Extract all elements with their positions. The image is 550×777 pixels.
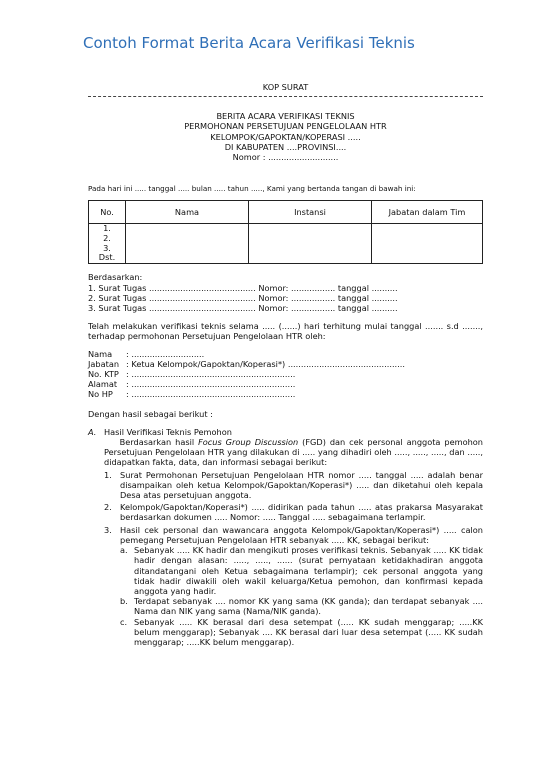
kop-divider xyxy=(88,96,483,97)
sub-list-text: Sebanyak ..... KK berasal dari desa setempat (..... KK sudah menggarap; .....KK belum menggarap); Sebanyak .... KK berasal dari luar desa setempat (..... KK sudah menggarap; .....KK belum menggarap). xyxy=(134,616,483,647)
sub-list-letter: a. xyxy=(120,545,128,556)
list-text: Hasil cek personal dan wawancara anggota Kelompok/Gapoktan/Koperasi*) ..... calon pemegang Persetujuan Pengelolaan HTR sebanyak ..... KK, sebagai berikut: xyxy=(120,524,483,545)
identity-value: : ............................................................... xyxy=(126,379,296,390)
sub-list-item xyxy=(120,617,483,648)
sub-list-text: Terdapat sebanyak .... nomor KK yang sama (KK ganda); dan terdapat sebanyak .... Nama dan NIK yang sama (Nama/NIK ganda). xyxy=(134,596,483,617)
section-a-mark: A. xyxy=(88,426,97,437)
col-nama: Nama xyxy=(126,201,249,224)
intro-text: Berdasarkan hasil xyxy=(119,437,195,448)
list-text: Kelompok/Gapoktan/Koperasi*) ..... didirikan pada tahun ..... atas prakarsa Masyarakat berdasarkan dokumen ..... Nomor: ..... Tanggal ..... sebagaimana terlampir. xyxy=(120,502,483,523)
cell-instansi xyxy=(249,224,372,264)
identity-row xyxy=(88,389,483,399)
row-number: 1. xyxy=(103,223,111,234)
section-a-intro xyxy=(104,437,483,468)
identity-label: Nama xyxy=(88,348,113,359)
document-body xyxy=(88,82,483,647)
row-number: 3. xyxy=(103,242,111,253)
intro-text: (FGD) dan cek personal anggota pemohon Persetujuan Pengelolaan HTR yang dilakukan di ..... yang dihadiri oleh ....., ....., ....., dan ....., didapatkan fakta, data, dan informasi sebagai berikut: xyxy=(104,437,483,468)
sub-list-item xyxy=(120,545,483,596)
document-title: Contoh Format Berita Acara Verifikasi Teknis xyxy=(83,34,415,52)
berdasarkan-section xyxy=(88,272,483,313)
cell-jabatan xyxy=(372,224,483,264)
applicant-identity xyxy=(88,349,483,400)
sub-list-item xyxy=(120,596,483,616)
identity-label: Alamat xyxy=(88,379,118,390)
section-a-heading xyxy=(88,427,483,437)
identity-row xyxy=(88,359,483,369)
team-table-header xyxy=(89,201,483,224)
sub-list-text: Sebanyak ..... KK hadir dan mengikuti proses verifikasi teknis. Sebanyak ..... KK tidak hadir dengan alasan: ....., ....., ...... (surat pernyataan ketidakhadiran anggota ditandatangani oleh Ketua sebagaimana terlampir); cek personal anggota yang tidak hadir diwakili oleh wakil keluarga/Ketua pemohon, dan konfirmasi kepada anggota yang hadir. xyxy=(134,545,483,596)
berdasarkan-label: Berdasarkan: xyxy=(88,272,143,283)
heading-line-4: DI KABUPATEN ....PROVINSI.... xyxy=(224,141,347,152)
identity-label: No. KTP xyxy=(88,369,119,380)
opening-statement: Pada hari ini ..... tanggal ..... bulan ..... tahun ....., Kami yang bertanda tangan di bawah ini: xyxy=(88,184,416,194)
intro-fgd-term: Focus Group Discussion xyxy=(198,437,299,448)
identity-row xyxy=(88,379,483,389)
results-intro: Dengan hasil sebagai berikut : xyxy=(88,408,213,419)
identity-row xyxy=(88,349,483,359)
heading-line-1: BERITA ACARA VERIFIKASI TEKNIS xyxy=(216,111,355,122)
identity-value: : Ketua Kelompok/Gapoktan/Koperasi*) ............................................. xyxy=(126,358,405,369)
list-number: 2. xyxy=(104,502,112,513)
col-no: No. xyxy=(89,201,126,224)
row-number: 2. xyxy=(103,233,111,244)
identity-label: Jabatan xyxy=(88,358,120,369)
kop-surat: KOP SURAT xyxy=(262,82,309,92)
section-a-title: Hasil Verifikasi Teknis Pemohon xyxy=(104,426,232,437)
surat-tugas-item: 3. Surat Tugas ......................................... Nomor: ................. tanggal .......... xyxy=(88,303,398,314)
identity-value: : ............................ xyxy=(126,348,205,359)
col-instansi: Instansi xyxy=(249,201,372,224)
identity-value: : ............................................................... xyxy=(126,369,296,380)
table-row xyxy=(89,224,483,264)
list-item xyxy=(104,502,483,522)
sub-list-letter: b. xyxy=(120,596,128,607)
sub-list-letter: c. xyxy=(120,616,128,627)
list-item xyxy=(104,525,483,545)
team-table xyxy=(88,200,483,264)
identity-label: No HP xyxy=(88,389,113,400)
list-item xyxy=(104,470,483,501)
row-numbers xyxy=(89,224,126,264)
surat-tugas-item: 1. Surat Tugas ......................................... Nomor: ................. tanggal .......... xyxy=(88,282,398,293)
verification-statement: Telah melakukan verifikasi teknis selama ..... (......) hari terhitung mulai tanggal ....... s.d ......., terhadap permohonan Persetujuan Pengelolaan HTR oleh: xyxy=(88,321,483,342)
heading-nomor: Nomor : ........................... xyxy=(232,152,339,163)
list-number: 3. xyxy=(104,524,112,535)
heading-line-3: KELOMPOK/GAPOKTAN/KOPERASI ..... xyxy=(210,131,361,142)
list-text: Surat Permohonan Persetujuan Pengelolaan HTR nomor ..... tanggal ..... adalah benar disampaikan oleh ketua Kelompok/Gapoktan/Koperasi*) ..... dan diketahui oleh kepala Desa atas persetujuan anggota. xyxy=(120,469,483,501)
list-number: 1. xyxy=(104,469,112,480)
col-jabatan: Jabatan dalam Tim xyxy=(372,201,483,224)
heading-line-2: PERMOHONAN PERSETUJUAN PENGELOLAAN HTR xyxy=(184,121,387,132)
identity-value: : ............................................................... xyxy=(126,389,296,400)
row-number: Dst. xyxy=(98,252,116,263)
cell-nama xyxy=(126,224,249,264)
berita-acara-heading xyxy=(88,111,483,162)
identity-row xyxy=(88,369,483,379)
surat-tugas-item: 2. Surat Tugas ......................................... Nomor: ................. tanggal .......... xyxy=(88,292,398,303)
